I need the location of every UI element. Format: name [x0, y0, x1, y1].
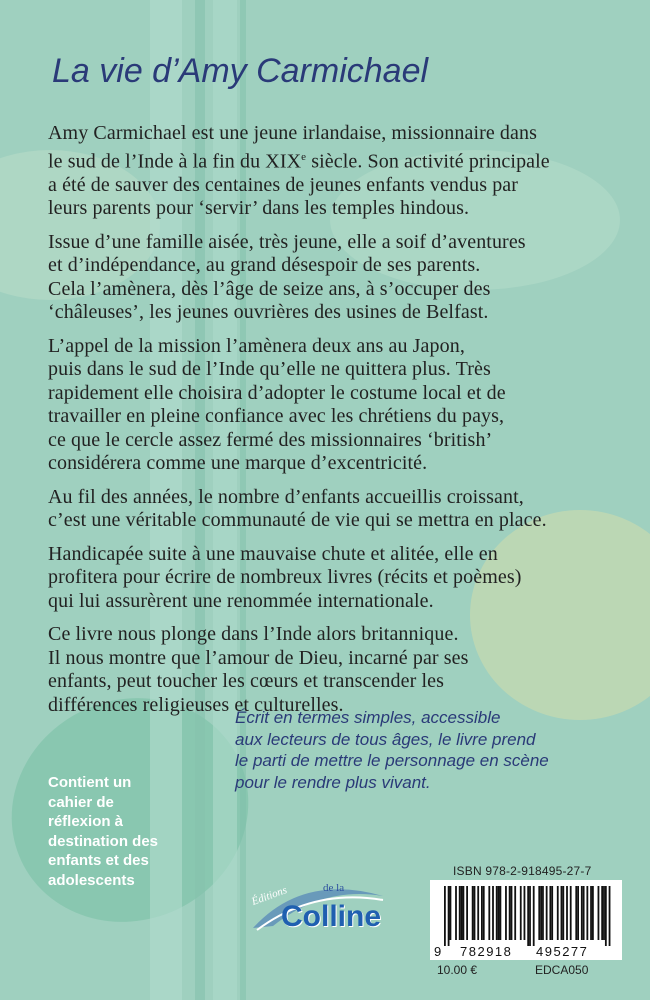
- barcode-bar: [455, 886, 457, 940]
- barcode-bar: [592, 886, 594, 940]
- barcode-bar: [542, 886, 544, 940]
- barcode-bar: [466, 886, 468, 940]
- text-line: a été de sauver des centaines de jeunes enfants vendus par: [48, 173, 519, 196]
- synopsis-paragraph: [48, 335, 618, 476]
- barcode-bar: [474, 886, 476, 940]
- isbn-label: ISBN 978-2-918495-27-7: [453, 864, 592, 878]
- barcode-bar: [577, 886, 579, 940]
- barcode-bar: [583, 886, 585, 940]
- text-line: profitera pour écrire de nombreux livres (récits et poèmes): [48, 566, 522, 589]
- workbook-note: [48, 773, 183, 890]
- text-line: siècle. Son activité principale: [306, 150, 550, 173]
- text-line: enfants et des: [48, 852, 149, 869]
- text-line: le sud de l’Inde à la fin du XIX: [48, 150, 302, 173]
- publisher-de-la: de la: [323, 882, 345, 894]
- price: 10.00 €: [437, 963, 478, 977]
- barcode: [430, 880, 622, 960]
- barcode-bar: [477, 886, 479, 940]
- barcode-bar: [586, 886, 588, 940]
- barcode-bar: [601, 886, 603, 940]
- barcode-bar: [448, 886, 450, 946]
- reference-code: EDCA050: [535, 963, 589, 977]
- barcode-bar: [461, 886, 463, 940]
- barcode-digits: 782918: [460, 944, 513, 959]
- text-line: le parti de mettre le personnage en scène: [235, 751, 549, 770]
- barcode-bar: [551, 886, 553, 940]
- barcode-bar: [570, 886, 572, 940]
- synopsis: [48, 122, 618, 727]
- publisher-logo: [243, 878, 393, 948]
- text-line: L’appel de la mission l’amènera deux ans au Japon,: [48, 334, 465, 357]
- text-line: Cela l’amènera, dès l’âge de seize ans, à s’occuper des: [48, 277, 491, 300]
- barcode-digits: 495277: [536, 944, 589, 959]
- barcode-bar: [500, 886, 502, 940]
- barcode-bar: [566, 886, 568, 940]
- text-line: c’est une véritable communauté de vie qui se mettra en place.: [48, 509, 547, 532]
- pitch-text: [235, 707, 575, 793]
- text-line: ‘châleuses’, les jeunes ouvrières des usines de Belfast.: [48, 301, 489, 324]
- barcode-bar: [444, 886, 446, 946]
- publisher-editions: Éditions: [250, 884, 289, 908]
- text-line: Écrit en termes simples, accessible: [235, 708, 501, 727]
- barcode-bar: [509, 886, 511, 940]
- text-line: puis dans le sud de l’Inde qu’elle ne quittera plus. Très: [48, 358, 491, 381]
- barcode-bar: [549, 886, 551, 940]
- barcode-bar: [524, 886, 526, 940]
- text-line: Issue d’une famille aisée, très jeune, elle a soif d’aventures: [48, 230, 526, 253]
- barcode-bar: [561, 886, 563, 940]
- barcode-bar: [538, 886, 540, 940]
- barcode-bar: [520, 886, 522, 940]
- barcode-bar: [472, 886, 474, 940]
- barcode-bar: [575, 886, 577, 940]
- barcode-bar: [459, 886, 461, 940]
- text-line: Contient un: [48, 774, 132, 791]
- synopsis-paragraph: [48, 486, 618, 533]
- book-title: La vie d’Amy Carmichael: [52, 52, 429, 90]
- barcode-bar: [598, 886, 600, 940]
- barcode-bar: [609, 886, 611, 946]
- text-line: Il nous montre que l’amour de Dieu, incarné par ses: [48, 646, 469, 669]
- barcode-bar: [463, 886, 465, 940]
- barcode-bar: [488, 886, 490, 940]
- barcode-bar: [562, 886, 564, 940]
- synopsis-paragraph: [48, 122, 618, 221]
- text-line: pour le rendre plus vivant.: [235, 772, 431, 792]
- barcode-bar: [533, 886, 535, 946]
- barcode-bar: [498, 886, 500, 940]
- text-line: Handicapée suite à une mauvaise chute et alitée, elle en: [48, 542, 498, 565]
- barcode-bars: [430, 880, 622, 960]
- synopsis-paragraph: [48, 231, 618, 325]
- barcode-bar: [529, 886, 531, 946]
- barcode-bar: [546, 886, 548, 940]
- barcode-bar: [492, 886, 494, 940]
- text-line: différences religieuses et culturelles.: [48, 693, 344, 716]
- barcode-bar: [450, 886, 452, 940]
- publisher-name: Colline: [281, 900, 382, 933]
- text-line: adolescents: [48, 871, 135, 889]
- barcode-bar: [540, 886, 542, 940]
- text-line: réflexion à: [48, 813, 124, 830]
- barcode-bar: [496, 886, 498, 940]
- barcode-bar: [505, 886, 507, 940]
- synopsis-paragraph: [48, 543, 618, 614]
- text-line: rapidement elle choisira d’adopter le costume local et de: [48, 381, 506, 404]
- text-line: Ce livre nous plonge dans l’Inde alors britannique.: [48, 623, 459, 646]
- text-line: leurs parents pour ‘servir’ dans les temples hindous.: [48, 197, 470, 220]
- barcode-bar: [514, 886, 516, 940]
- barcode-digits: 9: [434, 944, 443, 959]
- text-line: cahier de: [48, 793, 114, 811]
- barcode-bar: [481, 886, 483, 940]
- text-line: aux lecteurs de tous âges, le livre prend: [235, 729, 536, 749]
- synopsis-paragraph: [48, 623, 618, 717]
- text-line: destination des: [48, 832, 159, 850]
- barcode-bar: [605, 886, 607, 946]
- text-line: Amy Carmichael est une jeune irlandaise, missionnaire dans: [48, 122, 537, 144]
- barcode-bar: [483, 886, 485, 940]
- barcode-bar: [590, 886, 592, 940]
- text-line: qui lui assurèrent une renommée internationale.: [48, 589, 434, 612]
- barcode-bar: [527, 886, 529, 946]
- barcode-bar: [603, 886, 605, 940]
- text-line: travailler en pleine confiance avec les chrétiens du pays,: [48, 405, 505, 428]
- text-line: enfants, peut toucher les cœurs et transcender les: [48, 670, 444, 693]
- barcode-bar: [511, 886, 513, 940]
- superscript: e: [301, 150, 307, 163]
- barcode-bar: [557, 886, 559, 940]
- barcode-bar: [581, 886, 583, 940]
- text-line: Au fil des années, le nombre d’enfants accueillis croissant,: [48, 485, 524, 508]
- text-line: et d’indépendance, au grand désespoir de ses parents.: [48, 254, 481, 277]
- text-line: considérera comme une marque d’excentricité.: [48, 452, 428, 475]
- text-line: ce que le cercle assez fermé des missionnaires ‘british’: [48, 428, 493, 451]
